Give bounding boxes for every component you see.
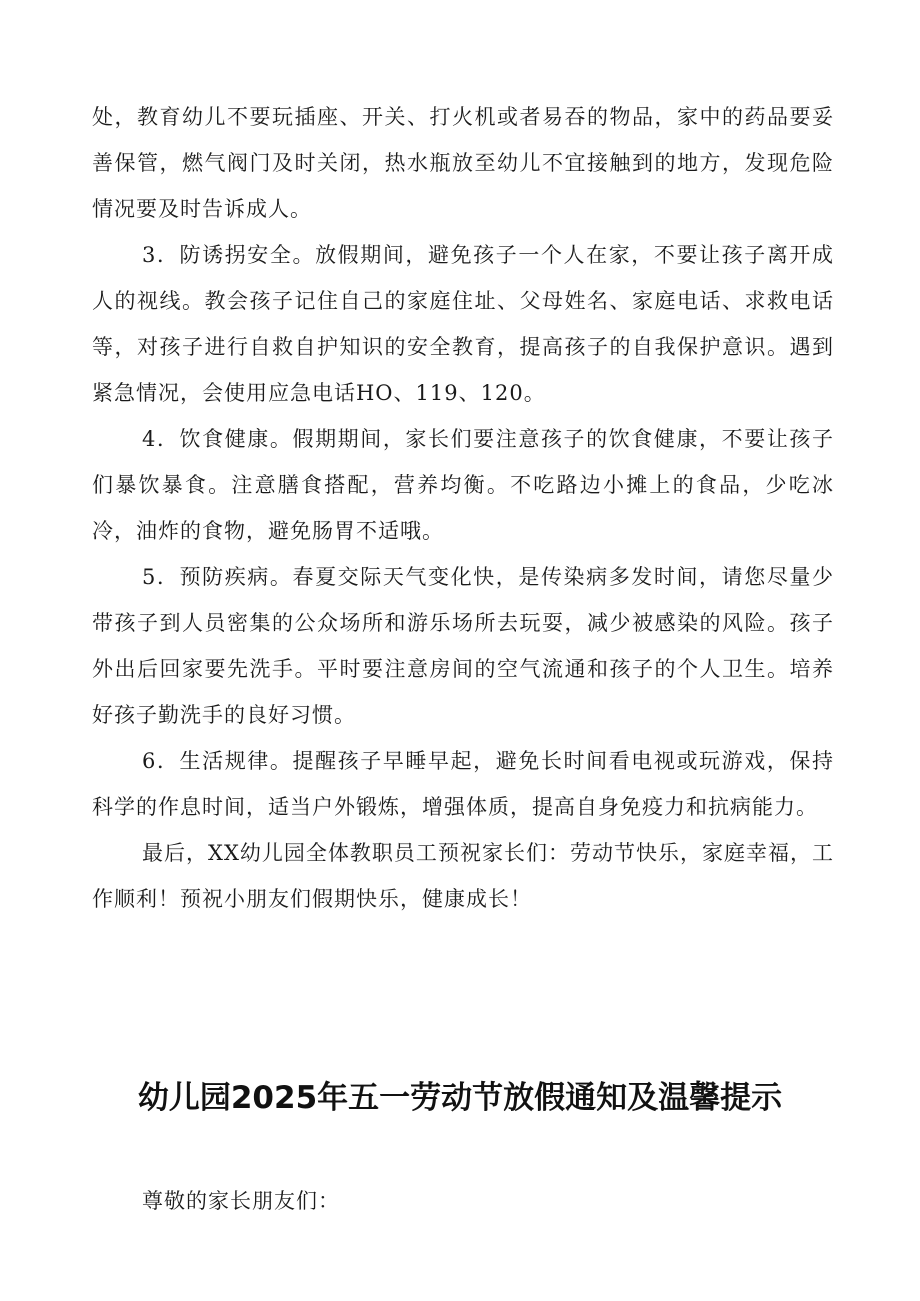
paragraph-disease-prevention: 5．预防疾病。春夏交际天气变化快，是传染病多发时间，请您尽量少带孩子到人员密集的公众场所和游乐场所去玩耍，减少被感染的风险。孩子外出后回家要先洗手。平时要注意房间的空气流通和孩子的个人卫生。培养好孩子勤洗手的良好习惯。 bbox=[92, 565, 834, 727]
paragraph-closing-wishes: 最后，XX幼儿园全体教职员工预祝家长们：劳动节快乐，家庭幸福，工作顺利！预祝小朋友们假期快乐，健康成长！ bbox=[92, 841, 834, 911]
greeting-line: 尊敬的家长朋友们： bbox=[142, 1189, 340, 1213]
paragraph-regular-life: 6．生活规律。提醒孩子早睡早起，避免长时间看电视或玩游戏，保持科学的作息时间，适当户外锻炼，增强体质，提高自身免疫力和抗病能力。 bbox=[92, 749, 834, 819]
document-body bbox=[92, 94, 834, 922]
notice-title: 幼儿园2025年五一劳动节放假通知及温馨提示 bbox=[137, 1080, 783, 1116]
paragraph-anti-abduction: 3．防诱拐安全。放假期间，避免孩子一个人在家，不要让孩子离开成人的视线。教会孩子记住自己的家庭住址、父母姓名、家庭电话、求救电话等，对孩子进行自救自护知识的安全教育，提高孩子的自我保护意识。遇到紧急情况，会使用应急电话HO、119、120。 bbox=[92, 243, 834, 405]
paragraph-safety-home: 处，教育幼儿不要玩插座、开关、打火机或者易吞的物品，家中的药品要妥善保管，燃气阀门及时关闭，热水瓶放至幼儿不宜接触到的地方，发现危险情况要及时告诉成人。 bbox=[92, 105, 834, 221]
paragraph-diet-health: 4．饮食健康。假期期间，家长们要注意孩子的饮食健康，不要让孩子们暴饮暴食。注意膳食搭配，营养均衡。不吃路边小摊上的食品，少吃冰冷，油炸的食物，避免肠胃不适哦。 bbox=[92, 427, 834, 543]
